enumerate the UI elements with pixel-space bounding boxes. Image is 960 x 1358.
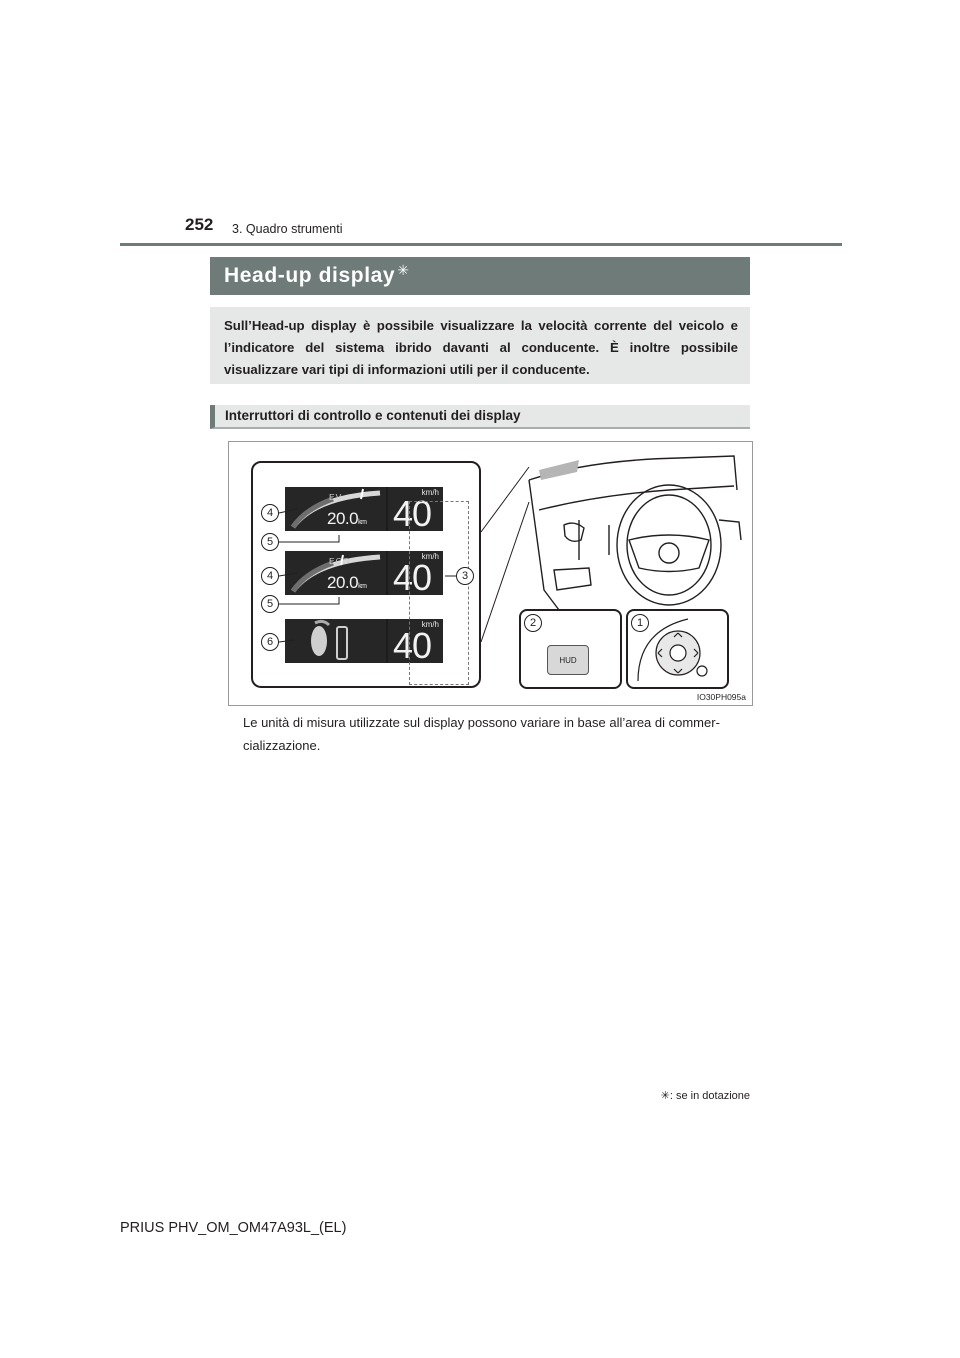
figure-code: IO30PH095a	[696, 692, 746, 702]
hud-button[interactable]: HUD	[547, 645, 589, 675]
chapter-title: 3. Quadro strumenti	[232, 222, 343, 236]
eco-accelerator-guide	[285, 619, 386, 663]
callout-4: 4	[261, 567, 279, 585]
callout-5: 5	[261, 533, 279, 551]
speed-value: 40	[393, 557, 432, 598]
speed-unit: km/h	[421, 552, 439, 561]
callout-5: 5	[261, 595, 279, 613]
speed-value: 40	[393, 625, 432, 666]
hud-distance	[327, 573, 366, 593]
pedal-foot-icon	[285, 619, 386, 663]
units-note: Le unità di misura utilizzate sul display possono variare in base all’area di commer-cializzazione.	[243, 715, 720, 753]
page-number: 252	[185, 215, 214, 234]
footnote-text: : se in dotazione	[669, 1090, 750, 1102]
speed-value: 40	[393, 493, 432, 534]
intro-box	[210, 307, 750, 384]
hud-mode-label: ECO	[329, 556, 351, 566]
subsection-title: Interruttori di controllo e contenuti dei display	[225, 408, 521, 423]
subsection-heading	[210, 405, 750, 429]
footnote	[600, 1089, 750, 1102]
hybrid-indicator	[285, 551, 386, 595]
hud-mode-label: EV	[329, 492, 343, 502]
header-divider	[120, 243, 842, 246]
speed-unit: km/h	[421, 488, 439, 497]
document-code: PRIUS PHV_OM_OM47A93L_(EL)	[120, 1220, 347, 1236]
distance-unit: km	[358, 583, 367, 590]
section-title: Head-up display	[224, 264, 396, 287]
hud-illustration	[228, 441, 753, 706]
callout-2: 2	[524, 614, 542, 632]
intro-text: Sull’Head-up display è possibile visualizzare la velocità corrente del veicolo e l’indicatore del sistema ibrido davanti al conducente. È inoltre possibile visualizzare vari tipi di informazioni utili per il conducente.	[224, 318, 738, 377]
hud-distance	[327, 509, 366, 529]
speedometer-area-outline	[409, 501, 469, 685]
callout-3: 3	[456, 567, 474, 585]
distance-value: 20.0	[327, 509, 359, 528]
callout-4: 4	[261, 504, 279, 522]
section-title-bar	[210, 257, 750, 295]
distance-value: 20.0	[327, 573, 359, 592]
distance-unit: km	[358, 519, 367, 526]
callout-1: 1	[631, 614, 649, 632]
optional-marker: ✳	[397, 262, 410, 278]
hybrid-indicator	[285, 487, 386, 531]
speed-unit: km/h	[421, 620, 439, 629]
footnote-marker: ✳	[660, 1090, 670, 1102]
hud-display-panel	[251, 461, 481, 688]
callout-6: 6	[261, 633, 279, 651]
